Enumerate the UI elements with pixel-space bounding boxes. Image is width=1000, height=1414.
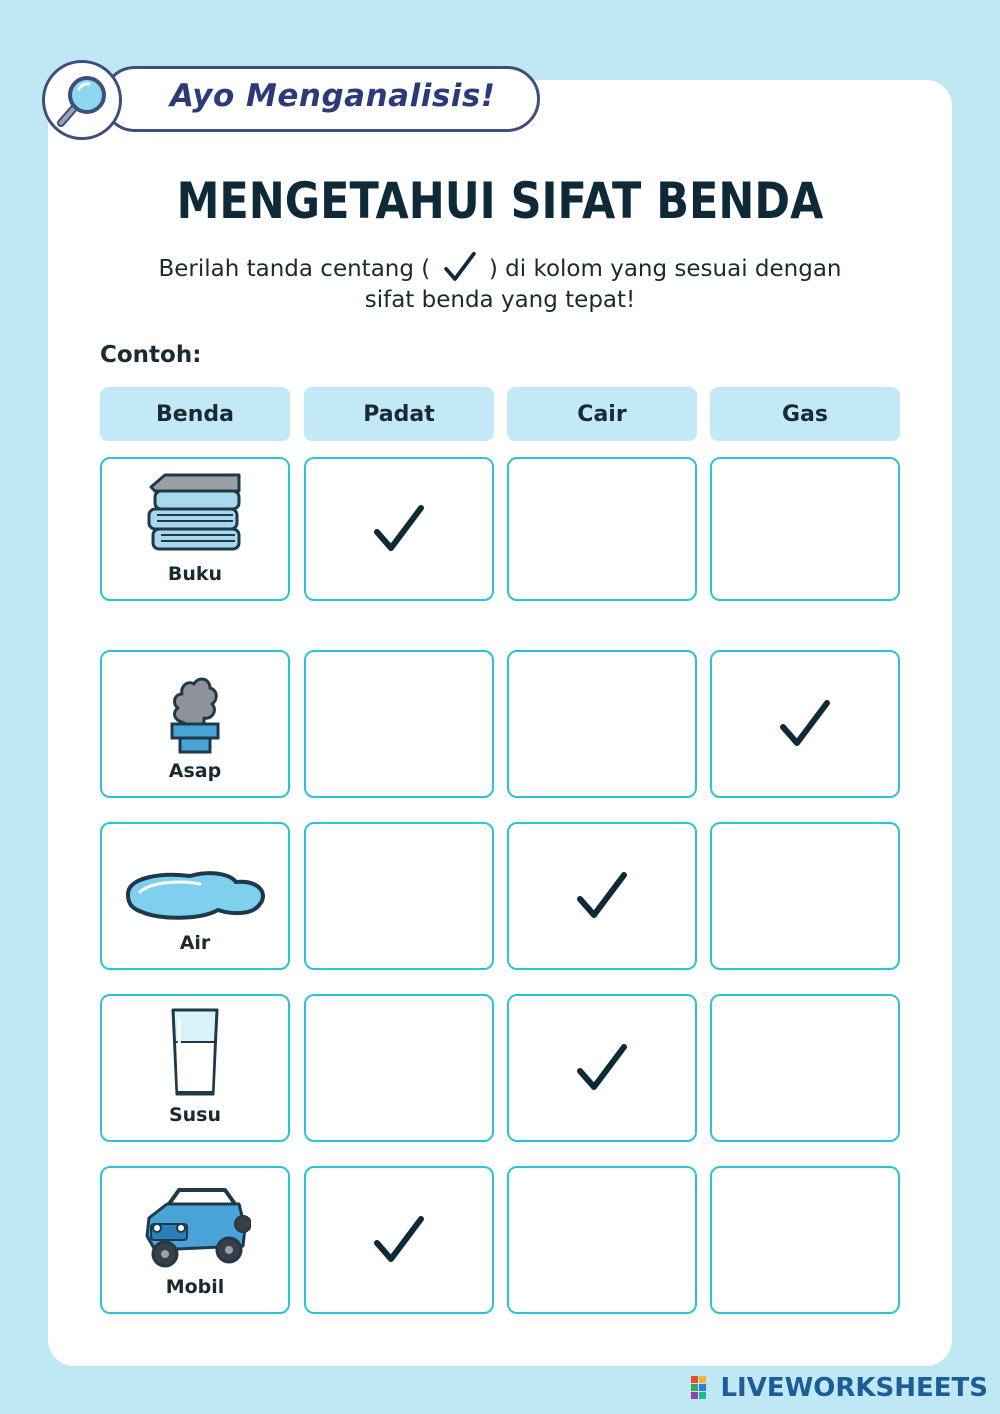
object-cell-asap: [100, 650, 290, 798]
answer-cell-buku-cair[interactable]: [507, 457, 697, 601]
object-label: Susu: [168, 1104, 222, 1126]
answer-cell-susu-cair[interactable]: [507, 994, 697, 1142]
answer-cell-mobil-gas[interactable]: [710, 1166, 900, 1314]
object-cell-susu: [100, 994, 290, 1142]
instruction-text: [0, 254, 1000, 316]
smoke-chimney-icon: [160, 668, 230, 754]
example-label: Contoh:: [100, 342, 202, 368]
answer-cell-buku-gas[interactable]: [710, 457, 900, 601]
object-label: Mobil: [165, 1276, 225, 1298]
answer-cell-air-gas[interactable]: [710, 822, 900, 970]
object-label: Air: [179, 932, 211, 954]
badge-label: Ayo Menganalisis!: [170, 78, 496, 114]
answer-cell-buku-padat[interactable]: [304, 457, 494, 601]
check-icon: [373, 1213, 425, 1267]
books-icon: [145, 471, 245, 557]
answer-cell-susu-padat[interactable]: [304, 994, 494, 1142]
page-title: MENGETAHUI SIFAT BENDA: [176, 172, 824, 230]
jeep-car-icon: [139, 1184, 251, 1270]
check-icon: [442, 250, 478, 284]
footer-brand-text: LIVEWORKSHEETS: [720, 1373, 988, 1403]
answer-cell-air-cair[interactable]: [507, 822, 697, 970]
liveworksheets-logo-icon: [690, 1375, 716, 1401]
check-icon: [576, 869, 628, 923]
object-cell-buku: [100, 457, 290, 601]
answer-cell-susu-gas[interactable]: [710, 994, 900, 1142]
instruction-line2: sifat benda yang tepat!: [364, 287, 636, 313]
answer-cell-asap-gas[interactable]: [710, 650, 900, 798]
header-cair: Cair: [507, 387, 697, 441]
instruction-before: Berilah tanda centang (: [158, 256, 431, 282]
header-gas: Gas: [710, 387, 900, 441]
check-icon: [373, 502, 425, 556]
answer-cell-mobil-cair[interactable]: [507, 1166, 697, 1314]
section-badge: [42, 60, 502, 140]
magnifier-icon: [53, 71, 111, 129]
object-label: Asap: [168, 760, 222, 782]
badge-circle: [42, 60, 122, 140]
water-puddle-icon: [120, 866, 270, 926]
instruction-after: ) di kolom yang sesuai dengan: [488, 256, 842, 282]
answer-cell-asap-padat[interactable]: [304, 650, 494, 798]
footer-brand: [690, 1372, 988, 1404]
header-padat: Padat: [304, 387, 494, 441]
milk-glass-icon: [165, 1006, 225, 1098]
check-icon: [779, 697, 831, 751]
answer-cell-asap-cair[interactable]: [507, 650, 697, 798]
answer-cell-mobil-padat[interactable]: [304, 1166, 494, 1314]
header-benda: Benda: [100, 387, 290, 441]
object-cell-mobil: [100, 1166, 290, 1314]
check-icon: [576, 1041, 628, 1095]
object-label: Buku: [167, 563, 223, 585]
answer-cell-air-padat[interactable]: [304, 822, 494, 970]
object-cell-air: [100, 822, 290, 970]
